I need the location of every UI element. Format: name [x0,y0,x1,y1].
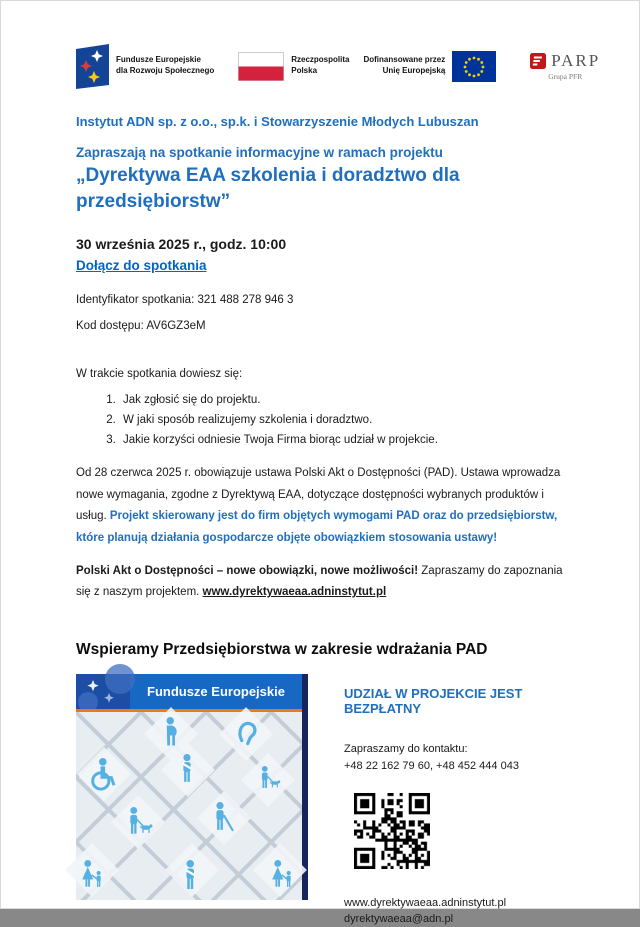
agenda-list [76,392,565,448]
banner-stars-decor [76,674,130,709]
parp-name: PARP [551,51,601,70]
eu-cofunded-label-line2: Unię Europejską [382,66,446,75]
agenda-item: 1. Jak zgłosić się do projektu. [119,392,565,408]
banner-title: Fundusze Europejskie [147,684,285,699]
meeting-passcode: Kod dostępu: AV6GZ3eM [76,320,206,332]
join-meeting-link[interactable]: Dołącz do spotkania [76,258,207,273]
footer-section [76,674,565,927]
project-website-link[interactable]: www.dyrektywaeaa.adninstytut.pl [202,586,387,598]
pad-text-blue: Projekt skierowany jest do firm objętych wymogami PAD oraz do przedsiębiorstw, które planują działania gospodarcze objęte obowiązkiem stosowania ustawy! [76,510,558,544]
poland-flag-icon [238,52,284,81]
footer-website: www.dyrektywaeaa.adninstytut.pl [344,897,507,909]
accessibility-icons-mosaic [76,712,302,900]
project-title: „Dyrektywa EAA szkolenia i doradztwo dla przedsiębiorstw” [76,165,460,212]
eu-funds-logo [76,44,214,89]
eu-cofunded-logo [363,51,496,82]
parp-subtitle: Grupa PFR [548,72,583,81]
contact-phones: +48 22 162 79 60, +48 452 444 043 [344,760,519,772]
footer-email: dyrektywaeaa@adn.pl [344,913,454,925]
cta-bold-text: Polski Akt o Dostępności – nowe obowiązki, nowe możliwości! [76,564,419,577]
organizers-heading: Instytut ADN sp. z o.o., sp.k. i Stowarzyszenie Młodych Lubuszan [76,114,479,129]
free-participation-heading: UDZIAŁ W PROJEKCIE JEST BEZPŁATNY [344,686,523,716]
contact-column [344,674,565,927]
eu-funds-label-line2: dla Rozwoju Społecznego [116,66,215,75]
agenda-item: 3. Jakie korzyści odniesie Twoja Firma biorąc udział w projekcie. [119,432,565,448]
parp-icon [530,53,546,69]
parp-logo [530,51,600,81]
agenda-item: 2. W jaki sposób realizujemy szkolenia i doradztwo. [119,412,565,428]
accessibility-promo-image [76,674,308,900]
contact-intro: Zapraszamy do kontaktu: [344,743,468,755]
eu-funds-label-line1: Fundusze Europejskie [116,55,201,65]
poland-label-line1: Rzeczpospolita [291,55,350,65]
promo-banner [76,674,302,709]
pad-text-black: Od 28 czerwca 2025 r. obowiązuje ustawa Polski Akt o Dostępności (PAD). Ustawa wprowadza nowe wymagania, zgodne z Dyrektywą EAA, dotyczące dostępności wybranych produktów i usług. [76,467,561,522]
meeting-datetime: 30 września 2025 r., godz. 10:00 [76,236,287,252]
logo-strip [76,41,601,91]
meeting-id: Identyfikator spotkania: 321 488 278 946 3 [76,294,294,306]
qr-code [354,793,430,869]
eu-funds-flag-icon [76,44,109,89]
agenda-intro: W trakcie spotkania dowiesz się: [76,368,243,380]
eu-flag-icon [452,51,496,82]
support-heading: Wspieramy Przedsiębiorstwa w zakresie wdrażania PAD [76,640,488,658]
cta-paragraph [76,561,565,604]
cta-regular-text: Zapraszamy do zapoznania się z naszym projektem. [76,564,563,598]
invite-line: Zapraszają na spotkanie informacyjne w ramach projektu [76,145,443,160]
pad-paragraph [76,463,565,549]
eu-cofunded-label-line1: Dofinansowane przez [363,55,446,65]
poland-label-line2: Polska [291,66,318,75]
poland-logo [238,52,349,81]
